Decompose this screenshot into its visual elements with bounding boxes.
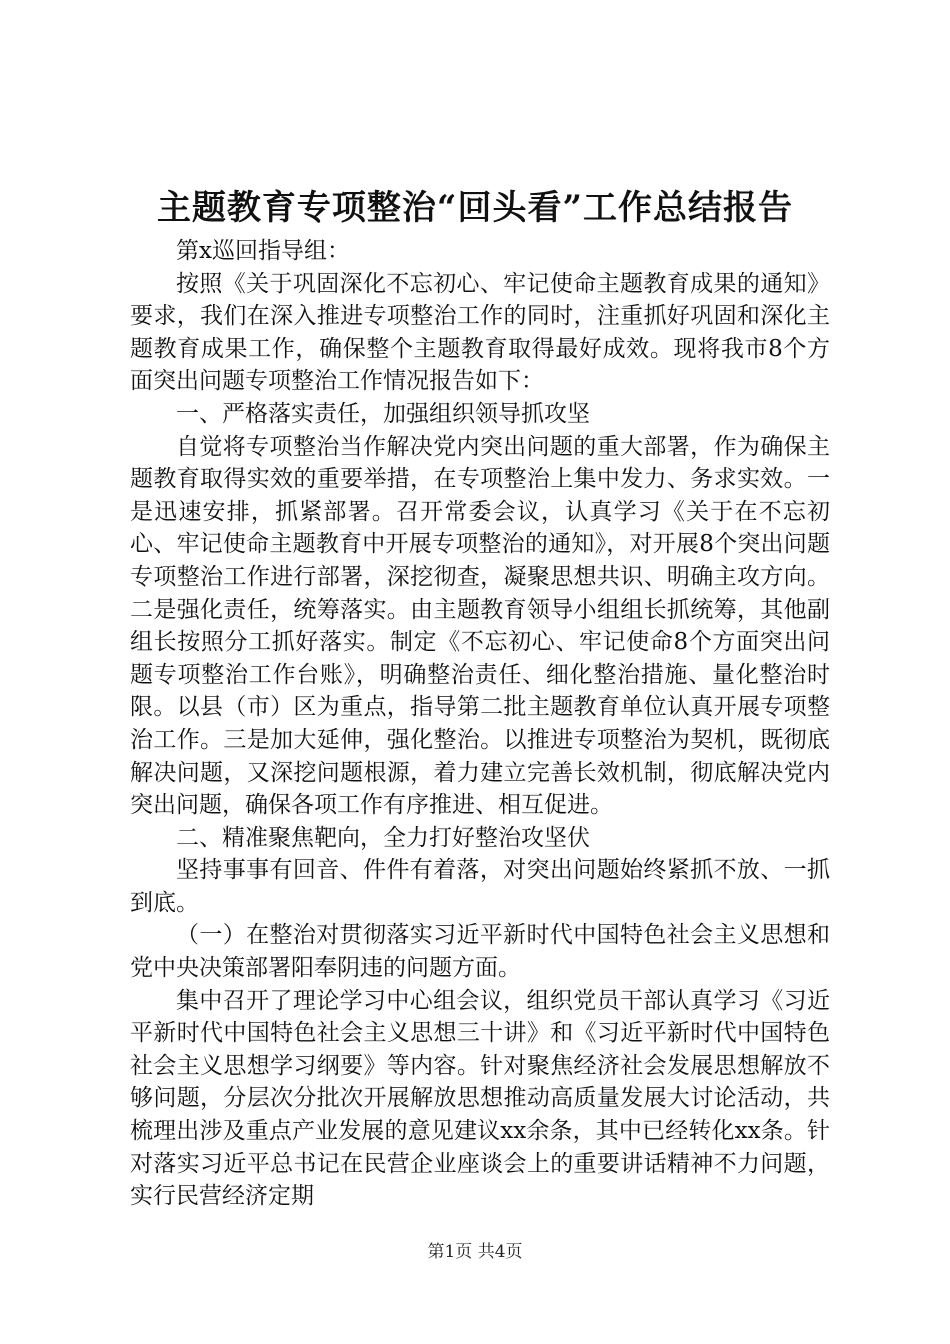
document-body bbox=[130, 235, 830, 1213]
subsection-heading-1: （一）在整治对贯彻落实习近平新时代中国特色社会主义思想和党中央决策部署阳奉阴违的问题方面。 bbox=[130, 922, 830, 982]
section-heading-2: 二、精准聚焦靶向，全力打好整治攻坚伏 bbox=[176, 824, 590, 851]
paragraph-intro: 按照《关于巩固深化不忘初心、牢记使命主题教育成果的通知》要求，我们在深入推进专项整治工作的同时，注重抓好巩固和深化主题教育成果工作，确保整个主题教育取得最好成效。现将我市8个方面突出问题专项整治工作情况报告如下： bbox=[130, 270, 830, 395]
paragraph-section-2: 坚持事事有回音、件件有着落，对突出问题始终紧抓不放、一抓到底。 bbox=[130, 857, 830, 916]
section-heading-1: 一、严格落实责任，加强组织领导抓攻坚 bbox=[176, 400, 590, 427]
paragraph-section-1: 自觉将专项整治当作解决党内突出问题的重大部署，作为确保主题教育取得实效的重要举措，在专项整治上集中发力、务求实效。一是迅速安排，抓紧部署。召开常委会议，认真学习《关于在不忘初心、牢记使命主题教育中开展专项整治的通知》，对开展8个突出问题专项整治工作进行部署，深挖彻查，凝聚思想共识、明确主攻方向。二是强化责任，统筹落实。由主题教育领导小组组长抓统筹，其他副组长按照分工抓好落实。制定《不忘初心、牢记使命8个方面突出问题专项整治工作台账》，明确整治责任、细化整治措施、量化整治时限。以县（市）区为重点，指导第二批主题教育单位认真开展专项整治工作。三是加大延伸，强化整治。以推进专项整治为契机，既彻底解决问题，又深挖问题根源，着力建立完善长效机制，彻底解决党内突出问题，确保各项工作有序推进、相互促进。 bbox=[130, 433, 830, 819]
salutation: 第x巡回指导组： bbox=[176, 238, 350, 264]
paragraph-subsection-1: 集中召开了理论学习中心组会议，组织党员干部认真学习《习近平新时代中国特色社会主义思想三十讲》和《习近平新时代中国特色社会主义思想学习纲要》等内容。针对聚焦经济社会发展思想解放不够问题，分层次分批次开展解放思想推动高质量发展大讨论活动，共梳理出涉及重点产业发展的意见建议xx余条，其中已经转化xx条。针对落实习近平总书记在民营企业座谈会上的重要讲话精神不力问题，实行民营经济定期 bbox=[130, 987, 830, 1210]
page-footer: 第1页 共4页 bbox=[427, 1242, 523, 1262]
document-title: 主题教育专项整治“回头看”工作总结报告 bbox=[156, 188, 794, 228]
